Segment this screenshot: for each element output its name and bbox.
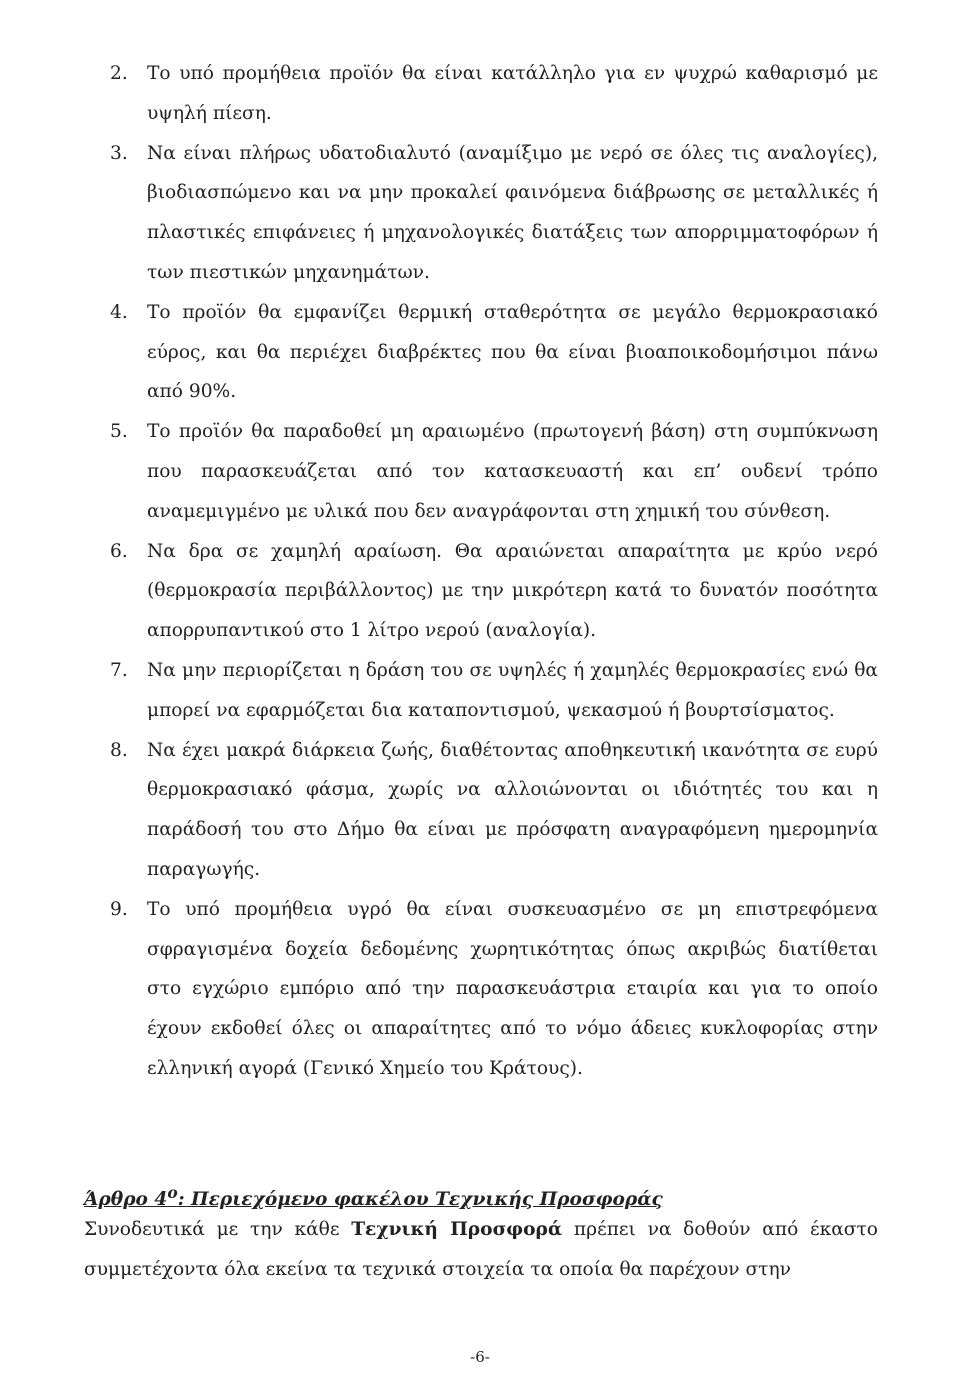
list-item-number: 9. xyxy=(110,898,128,920)
list-item-text: Το υπό προμήθεια υγρό θα είναι συσκευασμένο σε μη επιστρεφόμενα σφραγισμένα δοχεία δεδομένης χωρητικότητας όπως ακριβώς διατίθεται στο εγχώριο εμπόριο από την παρασκευάστρια εταιρία και για το οποίο έχουν εκδοθεί όλες οι απαραίτητες από το νόμο άδειες κυκλοφορίας στην ελληνική αγορά (Γενικό Χημείο του Κράτους). xyxy=(147,898,878,1079)
intro-text-end: πρέπει να δοθούν από έκαστο συμμετέχοντα όλα εκείνα τα τεχνικά στοιχεία τα οποία θα παρέχουν στην xyxy=(84,1219,878,1280)
list-item xyxy=(110,54,878,134)
section-heading-prefix: Άρθρο 4 xyxy=(84,1189,168,1211)
list-item xyxy=(110,731,878,890)
section-heading-superscript: ο xyxy=(167,1183,178,1202)
requirements-list xyxy=(110,54,878,1089)
page-number: -6- xyxy=(470,1348,490,1366)
section-intro-paragraph xyxy=(84,1210,878,1290)
list-item-number: 4. xyxy=(110,301,128,323)
list-item-text: Το προϊόν θα παραδοθεί μη αραιωμένο (πρωτογενή βάση) στη συμπύκνωση που παρασκευάζεται από τον κατασκευαστή και επ’ ουδενί τρόπο αναμεμιγμένο με υλικά που δεν αναγράφονται στη χημική του σύνθεση. xyxy=(147,421,878,522)
list-item-text: Το υπό προμήθεια προϊόν θα είναι κατάλληλο για εν ψυχρώ καθαρισμό με υψηλή πίεση. xyxy=(147,63,878,124)
intro-bold-term: Τεχνική Προσφορά xyxy=(351,1219,563,1240)
list-item-text: Να είναι πλήρως υδατοδιαλυτό (αναμίξιμο με νερό σε όλες τις αναλογίες), βιοδιασπώμενο και να μην προκαλεί φαινόμενα διάβρωσης σε μεταλλικές ή πλαστικές επιφάνειες ή μηχανολογικές διατάξεις των απορριμματοφόρων ή των πιεστικών μηχανημάτων. xyxy=(147,142,878,283)
list-item-number: 5. xyxy=(110,421,128,443)
list-item-text: Να μην περιορίζεται η δράση του σε υψηλές ή χαμηλές θερμοκρασίες ενώ θα μπορεί να εφαρμόζεται δια καταποντισμού, ψεκασμού ή βουρτσίσματος. xyxy=(147,659,878,721)
list-item xyxy=(110,412,878,531)
list-item-number: 7. xyxy=(110,659,128,681)
list-item xyxy=(110,890,878,1089)
list-item-text: Να δρα σε χαμηλή αραίωση. Θα αραιώνεται απαραίτητα με κρύο νερό (θερμοκρασία περιβάλλοντος) με την μικρότερη κατά το δυνατόν ποσότητα απορρυπαντικού στο 1 λίτρο νερού (αναλογία). xyxy=(147,540,878,642)
list-item xyxy=(110,134,878,293)
list-item xyxy=(110,651,878,731)
list-item-number: 6. xyxy=(110,540,128,562)
intro-text-start: Συνοδευτικά με την κάθε xyxy=(84,1219,352,1240)
list-item-text: Το προϊόν θα εμφανίζει θερμική σταθερότητα σε μεγάλο θερμοκρασιακό εύρος, και θα περιέχει διαβρέκτες που θα είναι βιοαποικοδομήσιμοι πάνω από 90%. xyxy=(147,301,878,403)
list-item xyxy=(110,293,878,412)
list-item-text: Να έχει μακρά διάρκεια ζωής, διαθέτοντας αποθηκευτική ικανότητα σε ευρύ θερμοκρασιακό φάσμα, χωρίς να αλλοιώνονται οι ιδιότητές του και η παράδοσή του στο Δήμο θα είναι με πρόσφατη αναγραφόμενη ημερομηνία παραγωγής. xyxy=(147,739,878,880)
list-item-number: 3. xyxy=(110,142,128,164)
list-item-number: 8. xyxy=(110,739,128,761)
list-item xyxy=(110,532,878,651)
section-heading-title: : Περιεχόμενο φακέλου Τεχνικής Προσφοράς xyxy=(177,1189,663,1211)
list-item-number: 2. xyxy=(110,63,128,84)
